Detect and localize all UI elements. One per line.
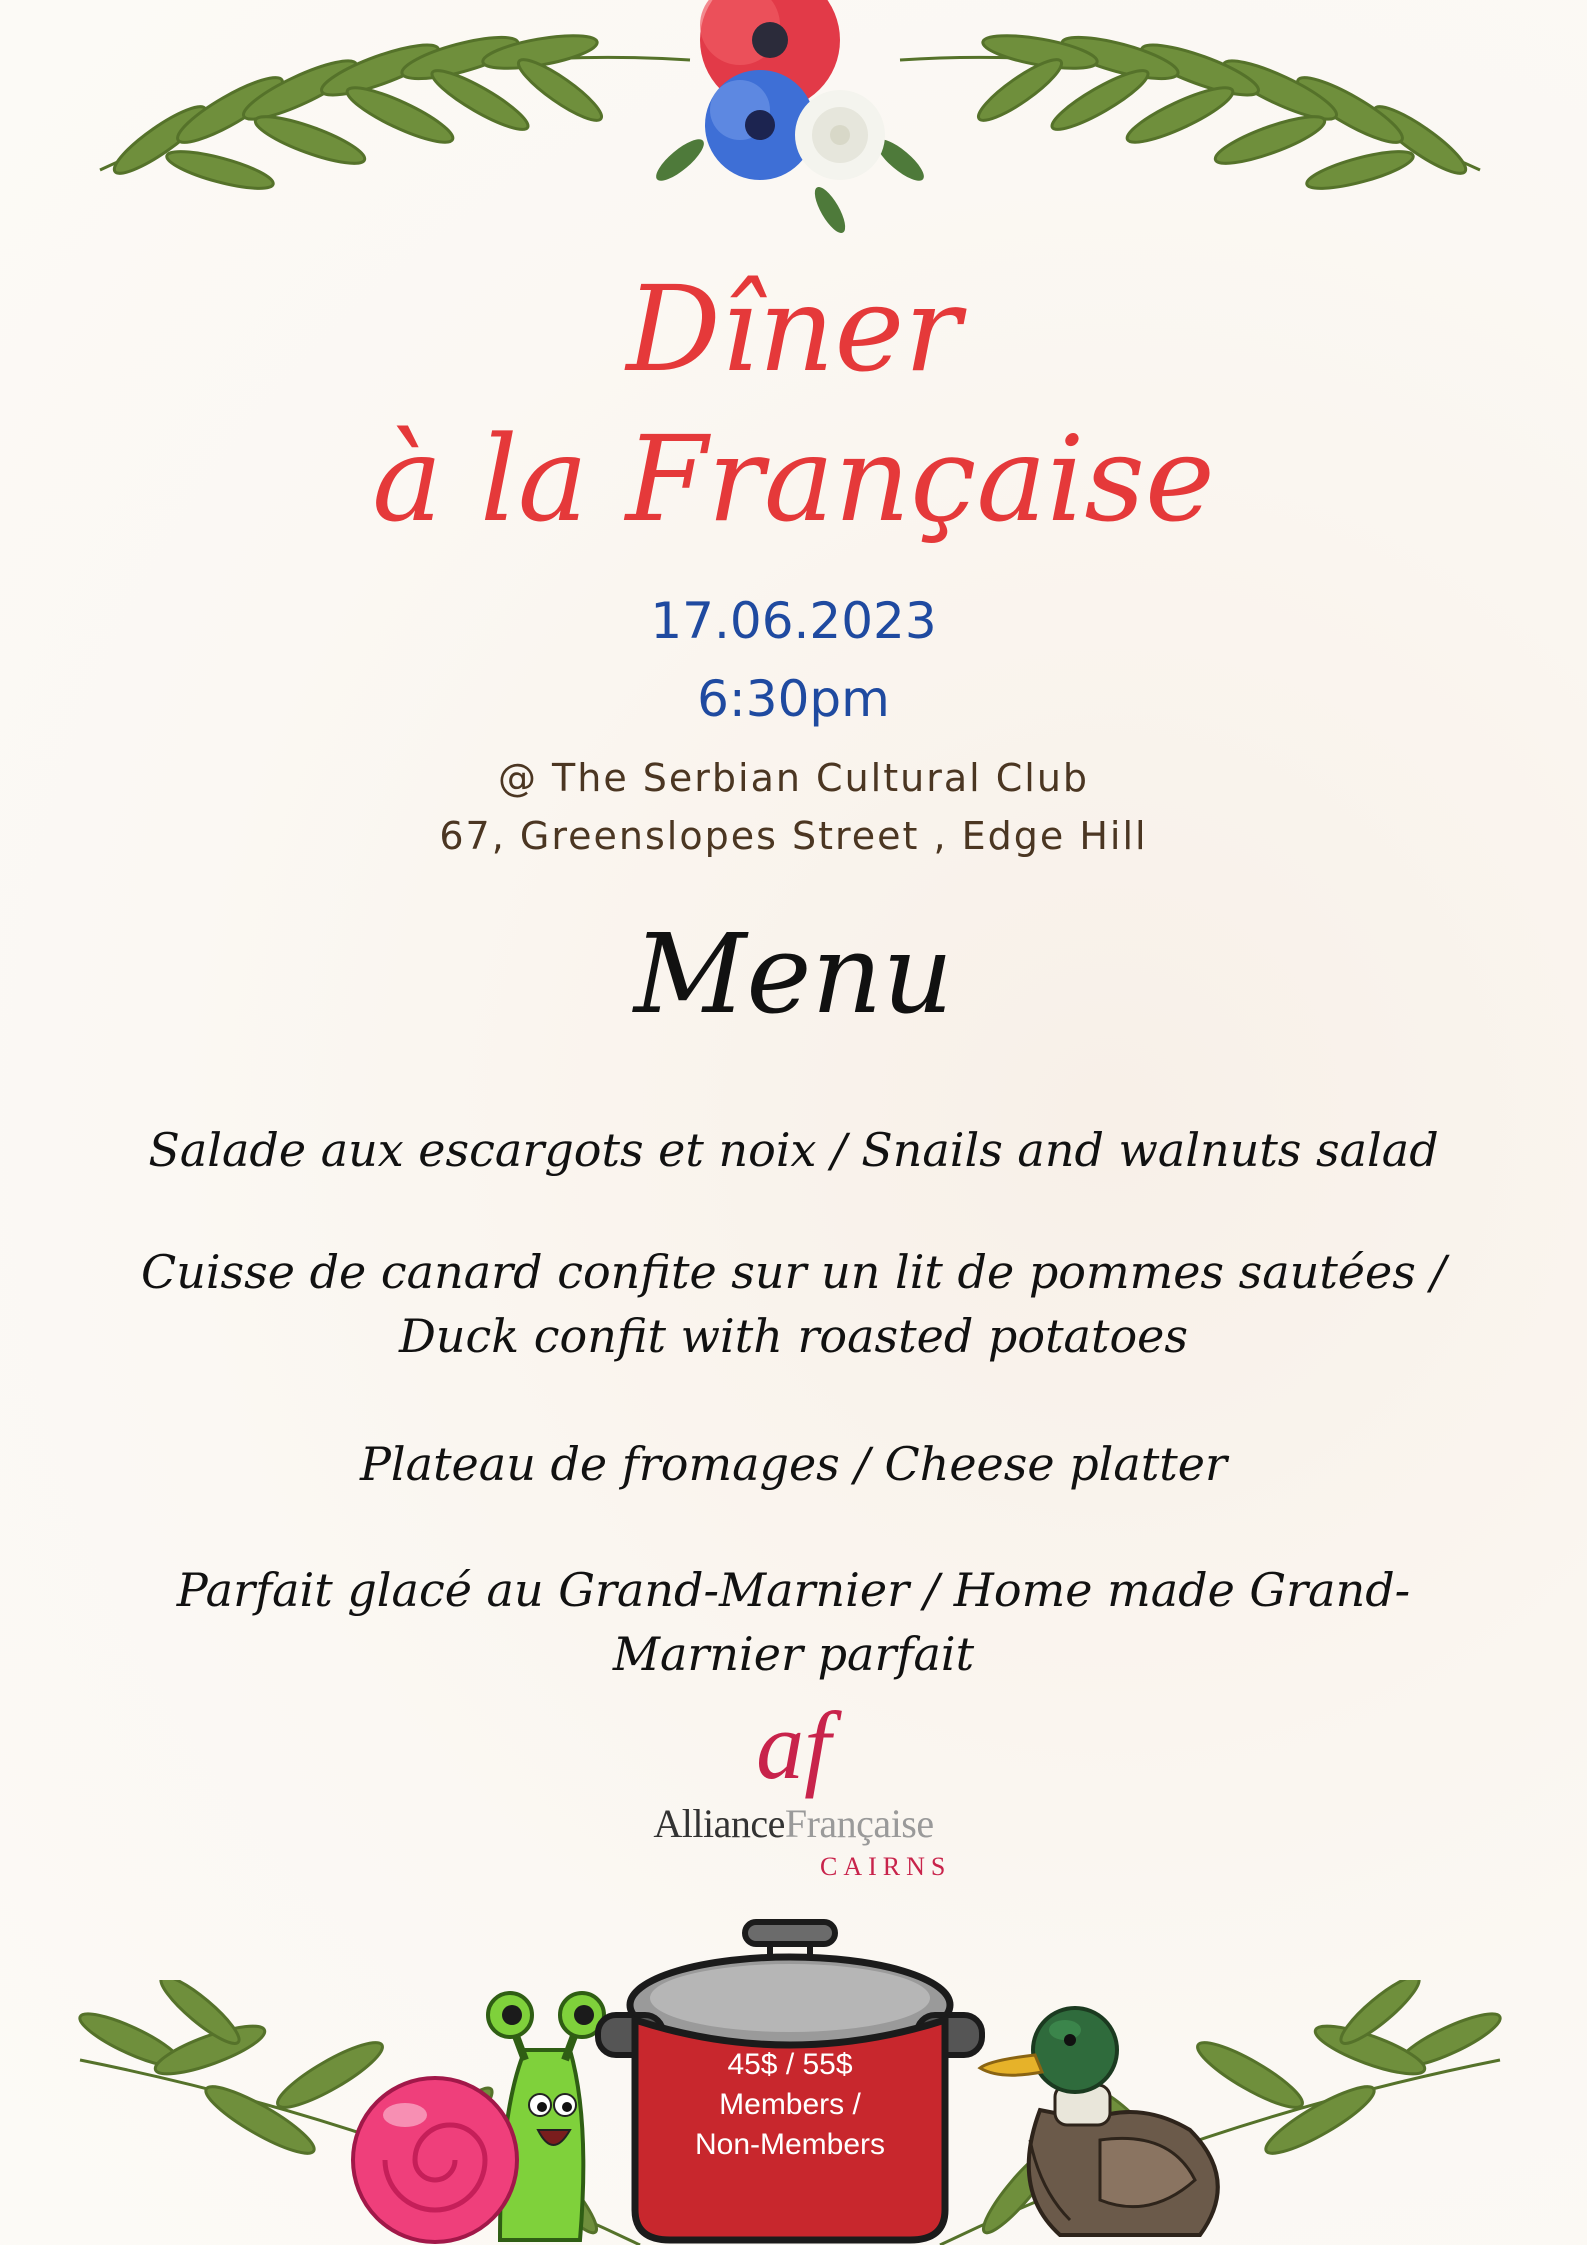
price-label-line-1: 45$ / 55$	[727, 2048, 853, 2081]
event-time: 6:30pm	[697, 670, 890, 728]
alliance-francaise-logo-city: CAIRNS	[820, 1852, 952, 1881]
event-title-line-2: à la Française	[372, 410, 1215, 548]
top-foliage	[0, 0, 1587, 240]
leaf-branch-icon	[100, 29, 690, 196]
leaf-branch-icon	[900, 29, 1480, 196]
menu-item-3-line-1: Plateau de fromages / Cheese platter	[359, 1437, 1227, 1491]
menu-item-1	[0, 1118, 1587, 1182]
event-date: 17.06.2023	[650, 592, 937, 650]
event-title-line-1: Dîner	[626, 260, 961, 398]
alliance-francaise-logo-mark: af	[756, 1692, 831, 1799]
price-label-line-3: Non-Members	[694, 2128, 886, 2161]
menu-item-4-line-2: Marnier parfait	[612, 1627, 975, 1681]
menu-item-2-line-1: Cuisse de canard confite sur un lit de pommes sautées /	[141, 1245, 1446, 1299]
alliance-francaise-logo-name	[0, 1800, 1587, 1847]
venue-address: 67, Greenslopes Street , Edge Hill	[439, 814, 1148, 858]
flower-bouquet-icon	[651, 0, 930, 237]
menu-item-4	[0, 1558, 1587, 1686]
logo-name-part-1: Alliance	[653, 1801, 785, 1846]
menu-heading: Menu	[633, 910, 954, 1038]
menu-item-2	[0, 1240, 1587, 1368]
logo-name-part-2: Française	[784, 1801, 934, 1846]
snail-icon	[350, 1990, 610, 2245]
menu-item-1-line-1: Salade aux escargots et noix / Snails and walnuts salad	[148, 1123, 1439, 1177]
menu-item-4-line-1: Parfait glacé au Grand-Marnier / Home made Grand-	[176, 1563, 1411, 1617]
menu-item-2-line-2: Duck confit with roasted potatoes	[398, 1309, 1188, 1363]
menu-item-3	[0, 1432, 1587, 1496]
price-label-line-2: Members /	[719, 2088, 861, 2121]
venue-name: @ The Serbian Cultural Club	[497, 756, 1090, 800]
duck-icon	[970, 1990, 1230, 2245]
